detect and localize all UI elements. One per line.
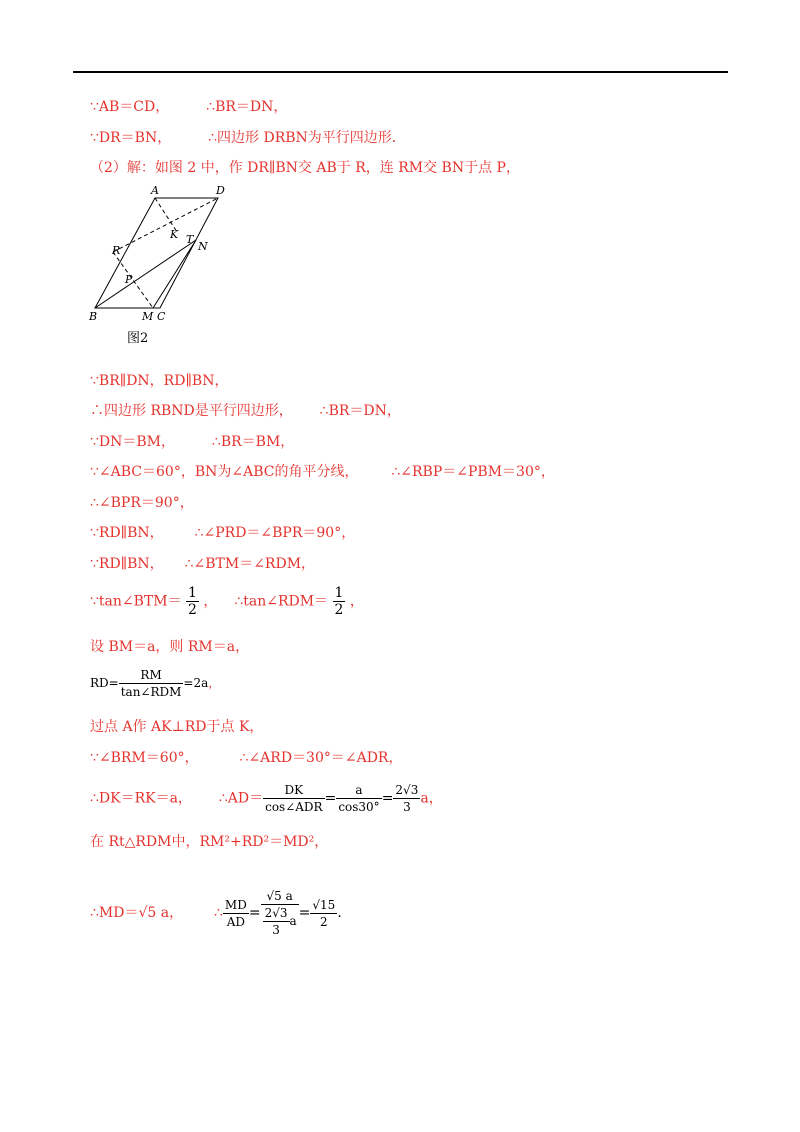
label-a: A [151, 184, 159, 197]
line-5: ∴四边形 RBND是平行四边形， ∴BR＝DN， [90, 403, 401, 419]
segment-ak [155, 198, 177, 232]
label-d: D [216, 184, 225, 197]
line-8: ∴∠BPR＝90°， [90, 495, 194, 511]
line-10: ∵RD∥BN， ∴∠BTM＝∠RDM， [90, 556, 316, 572]
fraction-dk-over-cos: $\frac{DK}{\text{cos∠ADR}}$ [265, 783, 323, 814]
inner-fraction-2root3-over-3: $\frac{2√3}{3}$ [264, 906, 288, 937]
line-6: ∵DN＝BM， ∴BR＝BM， [90, 434, 295, 450]
fraction-rm-over-tan: $\frac{RM}{\text{tan∠RDM}}$ [120, 668, 182, 699]
segment-mn [153, 240, 196, 308]
label-p: P [125, 273, 133, 286]
line-1: ∵AB＝CD， ∴BR＝DN， [90, 99, 288, 115]
line-2: ∵DR＝BN， ∴四边形 DRBN为平行四边形． [90, 130, 406, 146]
line-3: （2）解：如图 2 中，作 DR∥BN交 AB于 R，连 RM交 BN于点 P， [90, 160, 520, 176]
label-r: R [112, 244, 121, 257]
label-k: K [170, 228, 179, 241]
figure-caption: 图2 [127, 331, 149, 346]
line-14: 过点 A作 AK⊥RD于点 K， [90, 719, 264, 735]
fraction-root15-over-2: $\frac{√15}{2}$ [312, 897, 336, 929]
fraction-one-half-a: $\frac{1}{2}$ [188, 585, 197, 618]
label-c: C [157, 310, 166, 323]
line-16: ∴DK＝RK＝a， ∴AD＝ $\frac{DK}{\text{cos∠ADR}}$ = $\frac{a}{\cos 30^\circ}$ = $\frac{2√3}{3}$ a， [90, 783, 443, 814]
label-b: B [89, 310, 98, 323]
fraction-one-half-b: $\frac{1}{2}$ [334, 585, 344, 618]
label-m: M [142, 310, 154, 323]
line-9: ∵RD∥BN， ∴∠PRD＝∠BPR＝90°， [90, 525, 356, 541]
line-13: RD= $\frac{RM}{\text{tan∠RDM}}$ =2a， [90, 668, 221, 699]
line-17: 在 Rt△RDM中，RM²+RD²＝MD²， [90, 834, 329, 850]
fraction-2root3-over-3: $\frac{2√3}{3}$ [395, 783, 419, 814]
line-4: ∵BR∥DN，RD∥BN， [90, 373, 229, 389]
fraction-md-over-ad: $\frac{MD}{AD}$ [224, 897, 247, 929]
line-15: ∵∠BRM＝60°， ∴∠ARD＝30°＝∠ADR， [90, 750, 403, 766]
line-12: 设 BM＝a，则 RM＝a， [90, 639, 250, 655]
segment-rm [113, 252, 153, 308]
fraction-root5a-over-2root3-3a: √5 a $\frac{2√3}{3}$ a [261, 888, 299, 938]
header-rule [73, 71, 728, 73]
line-7: ∵∠ABC＝60°，BN为∠ABC的角平分线， ∴∠RBP＝∠PBM＝30°， [90, 464, 555, 480]
label-t: T [186, 233, 194, 246]
line-11: ∵tan∠BTM＝ $\frac{1}{2}$ ， ∴tan∠RDM＝ $\frac{1}{2}$ ， [90, 585, 364, 618]
label-n: N [198, 240, 208, 253]
fraction-a-over-cos30: $\frac{a}{\cos 30^\circ}$ [338, 783, 380, 814]
geometry-figure-2 [85, 180, 225, 350]
line-18: ∴MD＝√5 a， ∴ $\frac{MD}{AD}$ = √5 a $\frac{2√3}{3}$ a = $\frac{√15}{2}$ ． [90, 889, 352, 937]
